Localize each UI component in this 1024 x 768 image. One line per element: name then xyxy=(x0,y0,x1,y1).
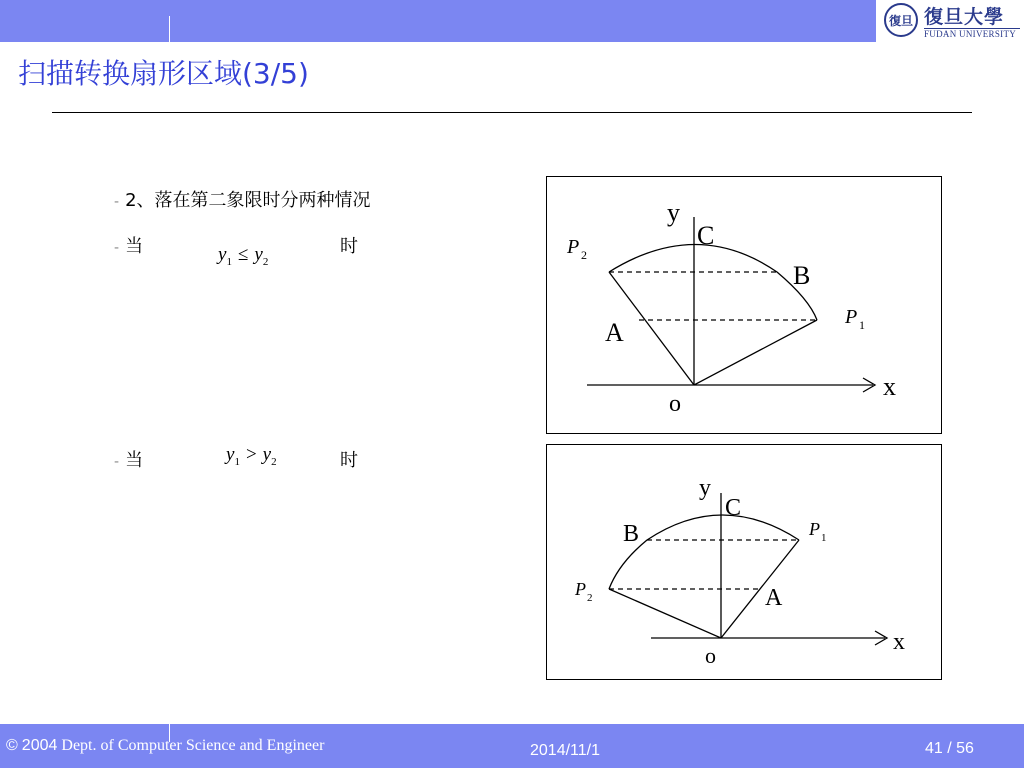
copyright-year: 2004 xyxy=(21,737,58,754)
label-y: y xyxy=(699,475,711,501)
label-p2-sub: 2 xyxy=(587,592,593,604)
copyright-department: Dept. of Computer Science and Engineer xyxy=(61,737,325,754)
bullet-dash: - xyxy=(114,454,120,470)
bullet-3-suffix: 时 xyxy=(340,450,358,471)
footer-copyright xyxy=(6,737,324,755)
sector-diagram-1 xyxy=(547,177,941,433)
label-x: x xyxy=(893,629,905,655)
slide-title: 扫描转换扇形区域(3/5) xyxy=(18,57,309,90)
label-p1: P xyxy=(809,519,820,539)
copyright-icon: © xyxy=(6,737,18,754)
label-o: o xyxy=(669,391,681,417)
label-p1-sub: 1 xyxy=(859,318,865,332)
radius-p1 xyxy=(721,540,799,638)
label-a: A xyxy=(605,318,624,347)
radius-p2 xyxy=(609,589,721,638)
label-p2: P xyxy=(575,579,586,599)
bullet-dash: - xyxy=(114,194,120,210)
bullet-2 xyxy=(114,232,143,258)
label-x: x xyxy=(883,372,896,401)
bullet-1 xyxy=(114,186,371,212)
label-p1-sub: 1 xyxy=(821,532,827,544)
label-o: o xyxy=(705,643,716,668)
condition-1: $y_1 \le y_2$ xyxy=(218,244,269,268)
label-p1: P xyxy=(845,306,858,328)
label-c: C xyxy=(697,221,715,250)
label-c: C xyxy=(725,495,742,521)
top-bar-divider xyxy=(169,16,170,42)
bullet-2-suffix: 时 xyxy=(340,236,358,257)
sector-figure-1 xyxy=(546,176,942,434)
sector-figure-2 xyxy=(546,444,942,680)
bullet-text: 2、落在第二象限时分两种情况 xyxy=(125,190,371,211)
sector-arc xyxy=(609,245,817,321)
bullet-3 xyxy=(114,446,143,472)
label-y: y xyxy=(667,198,680,227)
label-b: B xyxy=(623,521,640,547)
label-a: A xyxy=(765,585,783,611)
radius-p1 xyxy=(694,320,817,385)
condition-2: $y_1 > y_2$ xyxy=(226,444,277,468)
label-p2: P xyxy=(567,236,580,258)
footer-date: 2014/11/1 xyxy=(530,742,600,759)
bullet-dash: - xyxy=(114,240,120,256)
title-divider xyxy=(52,112,972,113)
seal-icon: 復旦 xyxy=(884,3,918,37)
university-logo xyxy=(876,0,1024,42)
top-bar xyxy=(0,0,1024,42)
bullet-prefix: 当 xyxy=(125,236,144,257)
logo-name-cn: 復旦大學 xyxy=(924,6,1005,28)
logo-name-en: FUDAN UNIVERSITY xyxy=(924,28,1020,39)
label-p2-sub: 2 xyxy=(581,248,587,262)
label-b: B xyxy=(793,261,811,290)
page-number: 41 / 56 xyxy=(925,740,974,757)
sector-diagram-2 xyxy=(547,445,941,679)
bullet-prefix: 当 xyxy=(125,450,144,471)
